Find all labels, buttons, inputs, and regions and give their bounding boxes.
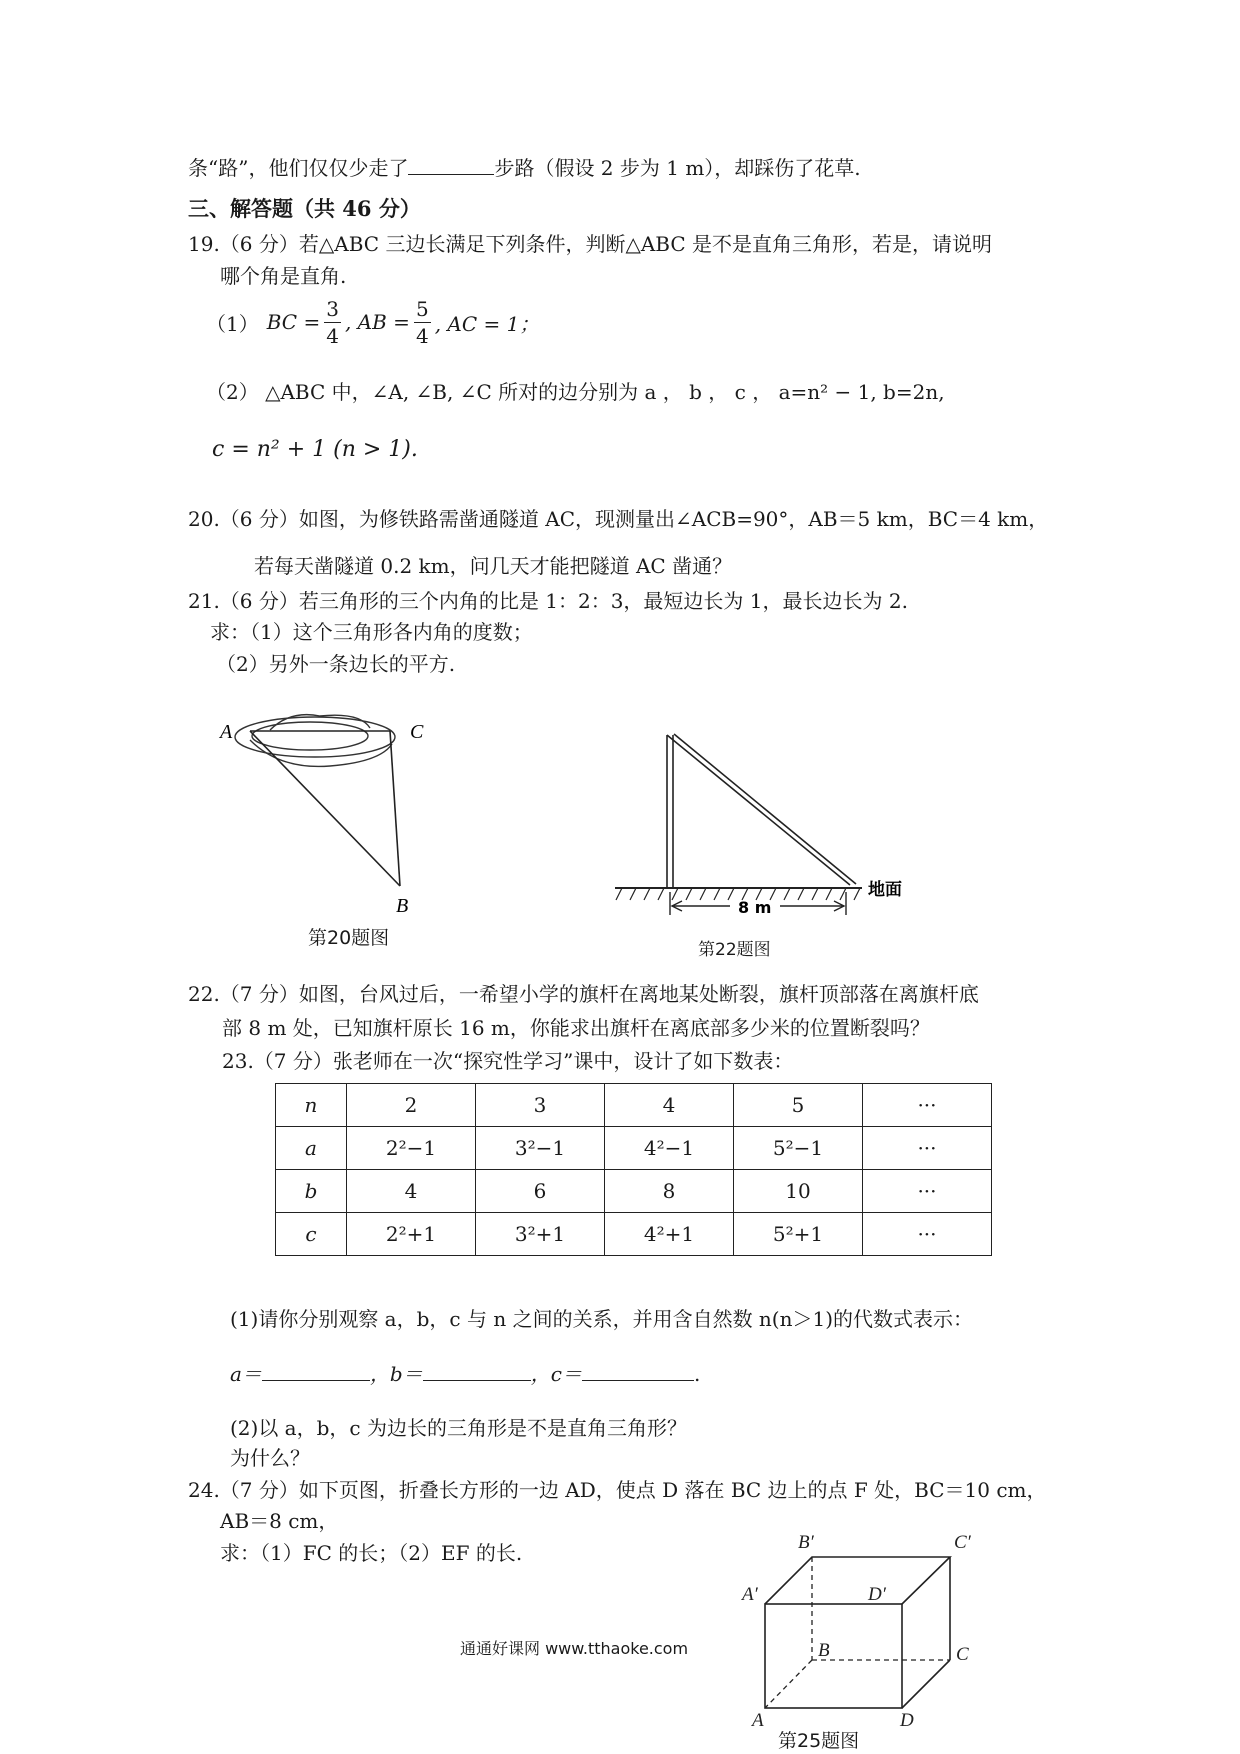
fig22-caption: 第22题图	[698, 940, 771, 960]
table-cell: 6	[476, 1170, 605, 1213]
fig20-side-bc	[390, 731, 400, 886]
q22-line1: 22.（7 分）如图，台风过后，一希望小学的旗杆在离地某处断裂，旗杆顶部落在离旗杆底	[188, 982, 979, 1006]
fig20-hill-inner	[252, 722, 368, 750]
bc-numerator: 3	[326, 296, 339, 321]
table-cell: c	[276, 1213, 347, 1256]
top-line-suffix: 步路（假设 2 步为 1 m），却踩伤了花草.	[494, 156, 861, 180]
q19-line2: 哪个角是直角.	[220, 264, 347, 288]
q22-line2: 部 8 m 处，已知旗杆原长 16 m，你能求出旗杆在离底部多少米的位置断裂吗？	[222, 1016, 930, 1040]
table-row	[276, 1127, 992, 1170]
ab-fraction	[414, 296, 431, 348]
top-line	[188, 152, 861, 181]
answer-blank-b	[423, 1380, 531, 1381]
bc-fraction	[324, 296, 341, 348]
q23-answers	[230, 1358, 700, 1387]
table-cell: b	[276, 1170, 347, 1213]
table-cell: 4²+1	[605, 1213, 734, 1256]
fig22-broken-top-edge	[674, 734, 856, 884]
q21-line1: 21.（6 分）若三角形的三个内角的比是 1：2：3，最短边长为 1，最长边长为 2.	[188, 589, 908, 613]
cube-label-a1: A′	[742, 1584, 758, 1605]
table-cell: 5²+1	[734, 1213, 863, 1256]
q24-line3: 求：（1）FC 的长；（2）EF 的长.	[220, 1541, 523, 1565]
q23-part2: (2)以 a，b，c 为边长的三角形是不是直角三角形？	[230, 1416, 687, 1440]
q24-line1: 24.（7 分）如下页图，折叠长方形的一边 AD，使点 D 落在 BC 边上的点 F 处，BC＝10 cm，	[188, 1478, 1047, 1502]
bc-denominator: 4	[326, 323, 339, 348]
section-title: 三、解答题（共 46 分）	[188, 196, 421, 221]
cube-hidden-edges	[765, 1557, 950, 1708]
fig20-hill-outer	[235, 717, 395, 757]
footer-watermark: 通通好课网 www.tthaoke.com	[460, 1639, 689, 1658]
q23-part2b: 为什么？	[230, 1446, 310, 1470]
cube-label-d1: D′	[868, 1584, 886, 1605]
table-cell: 4	[605, 1084, 734, 1127]
q20-line2: 若每天凿隧道 0.2 km，问几天才能把隧道 AC 凿通？	[254, 554, 733, 578]
answer-blank-c	[582, 1380, 694, 1381]
a-equals: a＝	[230, 1362, 262, 1386]
q24-line2: AB＝8 cm，	[220, 1509, 339, 1533]
figure-25	[740, 1520, 980, 1730]
table-cell: 3²−1	[476, 1127, 605, 1170]
table-cell: 5²−1	[734, 1127, 863, 1170]
fig20-caption: 第20题图	[308, 927, 390, 949]
table-cell: n	[276, 1084, 347, 1127]
ab-denominator: 4	[415, 323, 429, 348]
fig20-label-a: A	[220, 721, 233, 743]
table-cell: ···	[863, 1170, 992, 1213]
fig20-label-b: B	[396, 895, 409, 917]
ab-label: , AB =	[344, 310, 410, 334]
table-cell: 2	[347, 1084, 476, 1127]
table-cell: 2²+1	[347, 1213, 476, 1256]
table-cell: 3	[476, 1084, 605, 1127]
cube-bottom-right-edge	[902, 1660, 950, 1708]
q23-line1: 23.（7 分）张老师在一次“探究性学习”课中，设计了如下数表：	[222, 1049, 794, 1073]
ab-numerator: 5	[415, 296, 429, 321]
q19-line1: 19.（6 分）若△ABC 三边长满足下列条件，判断△ABC 是不是直角三角形，若是，请说明	[188, 232, 992, 256]
q19-part2: （2） △ABC 中，∠A, ∠B, ∠C 所对的边分别为 a ， b ， c ， a=n² − 1, b=2n,	[206, 380, 945, 404]
table-cell: ···	[863, 1084, 992, 1127]
answer-blank-a	[262, 1380, 370, 1381]
fig22-ground-label: 地面	[868, 880, 902, 900]
table-cell: 5	[734, 1084, 863, 1127]
table-cell: 10	[734, 1170, 863, 1213]
ac-label: , AC = 1；	[434, 311, 540, 336]
q19-part2-line2: c = n² + 1 (n > 1).	[212, 437, 418, 462]
table-cell: a	[276, 1127, 347, 1170]
table-cell: 3²+1	[476, 1213, 605, 1256]
cube-front-face	[765, 1604, 902, 1708]
q21-line2: 求：（1）这个三角形各内角的度数；	[210, 620, 533, 644]
top-line-prefix: 条“路”，他们仅仅少走了	[188, 156, 409, 180]
q23-part1: (1)请你分别观察 a，b，c 与 n 之间的关系，并用含自然数 n(n＞1)的代数式表示：	[230, 1307, 974, 1331]
table-row	[276, 1213, 992, 1256]
cube-label-b1: B′	[798, 1532, 814, 1553]
table-row	[276, 1084, 992, 1127]
fig22-distance-label: 8 m	[738, 898, 772, 917]
cube-top-face	[765, 1557, 950, 1604]
fig25-caption: 第25题图	[778, 1730, 860, 1752]
answers-end: .	[693, 1362, 701, 1386]
fig20-side-ab	[250, 731, 400, 886]
table-cell: 8	[605, 1170, 734, 1213]
q23-table	[275, 1083, 992, 1256]
fig20-label-c: C	[410, 721, 424, 743]
fig22-broken-top	[667, 735, 850, 885]
q19-part1	[206, 290, 539, 354]
bc-label: BC =	[266, 310, 321, 334]
figure-22	[610, 720, 940, 920]
cube-label-b: B	[818, 1640, 830, 1661]
c-equals: ，c＝	[530, 1362, 582, 1386]
cube-label-d: D	[900, 1710, 914, 1730]
figure-20	[210, 700, 450, 940]
cube-label-a: A	[752, 1710, 764, 1730]
table-cell: ···	[863, 1213, 992, 1256]
answer-blank	[408, 174, 494, 175]
q19-p1-label: （1）	[206, 311, 259, 336]
table-row	[276, 1170, 992, 1213]
b-equals: ，b＝	[369, 1362, 423, 1386]
table-cell: 4²−1	[605, 1127, 734, 1170]
cube-label-c1: C′	[954, 1532, 971, 1553]
cube-label-c: C	[956, 1644, 969, 1665]
q21-line3: （2）另外一条边长的平方.	[216, 652, 456, 676]
table-cell: 4	[347, 1170, 476, 1213]
table-cell: ···	[863, 1127, 992, 1170]
table-cell: 2²−1	[347, 1127, 476, 1170]
q20-line1: 20.（6 分）如图，为修铁路需凿通隧道 AC，现测量出∠ACB=90°，AB＝5 km，BC＝4 km，	[188, 507, 1049, 531]
